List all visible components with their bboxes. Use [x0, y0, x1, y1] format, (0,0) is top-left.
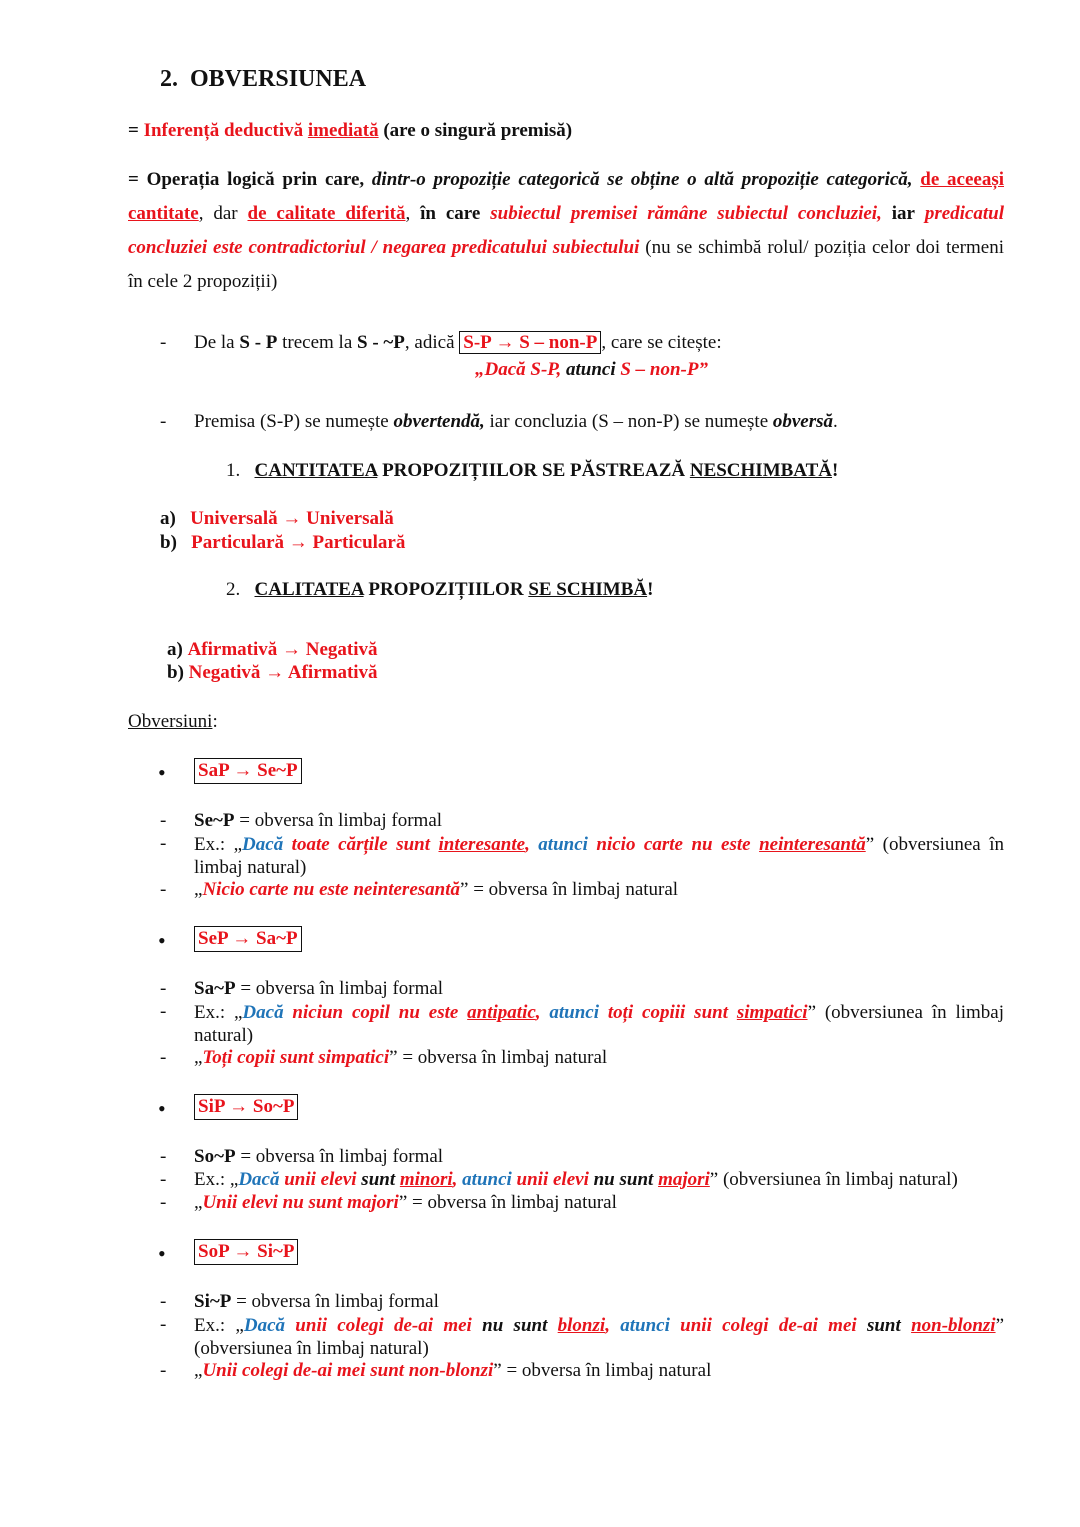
obversions-label: Obversiuni: — [128, 711, 218, 732]
bullet-icon: • — [158, 1241, 166, 1266]
formal-obversion: Sa~P = obversa în limbaj formal — [194, 978, 444, 999]
formula-box: SaP → Se~P — [194, 758, 302, 784]
bullet-icon: • — [158, 1096, 166, 1121]
natural-obversion: „Nicio carte nu este neinteresantă” = obversa în limbaj natural — [194, 879, 679, 900]
example-sentence: Ex.: „Dacă unii elevi sunt minori, atunci unii elevi nu sunt majori” (obversiunea în limbaj natural) — [194, 1169, 958, 1190]
list-item: b) Particulară → Particulară — [160, 532, 406, 553]
bullet-icon: • — [158, 760, 166, 785]
formula-box: SeP → Sa~P — [194, 926, 302, 952]
list-item: a) Afirmativă → Negativă — [167, 639, 378, 660]
dash-marker: - — [160, 1360, 167, 1381]
bullet-icon: • — [158, 928, 166, 953]
rule-transition: De la S - P trecem la S - ~P, adică S-P → S – non-P , care se citește: — [194, 332, 722, 353]
dash-marker: - — [160, 1146, 167, 1167]
definition-operation: = Operația logică prin care, dintr-o propoziție categorică se obține o altă propoziție categorică, de aceeași cantitate, dar de calitate diferită, în care subiectul premisei rămâne subiectul concluziei, iar predicatul concluziei este contradictoriul / negarea predicatului subiectului (nu se schimbă rolul/ poziția celor doi termeni în cele 2 propoziții) — [128, 169, 1005, 292]
formula-box: S-P → S – non-P — [459, 331, 601, 354]
rule-naming: Premisa (S-P) se numește obvertendă, iar concluzia (S – non-P) se numește obversă. — [194, 411, 838, 432]
formula-box: SoP → Si~P — [194, 1239, 298, 1265]
natural-obversion: „Unii elevi nu sunt majori” = obversa în limbaj natural — [194, 1192, 617, 1213]
definition-inference: = Inferență deductivă imediată (are o singură premisă) — [128, 120, 573, 141]
subsection-quantity: 1. CANTITATEA PROPOZIȚIILOR SE PĂSTREAZĂ NESCHIMBATĂ! — [226, 460, 839, 481]
rule-reading: „Dacă S-P, atunci S – non-P” — [475, 359, 708, 380]
dash-marker: - — [160, 1314, 167, 1335]
dash-marker: - — [160, 1291, 167, 1312]
section-heading — [160, 66, 366, 93]
example-sentence: Ex.: „Dacă niciun copil nu este antipatic, atunci toți copiii sunt simpatici” (obversiunea în limbaj natural) — [194, 1002, 1004, 1046]
dash-marker: - — [160, 978, 167, 999]
formal-obversion: So~P = obversa în limbaj formal — [194, 1146, 444, 1167]
natural-obversion: „Toți copii sunt simpatici” = obversa în limbaj natural — [194, 1047, 608, 1068]
formula-box: SiP → So~P — [194, 1094, 298, 1120]
list-item: a) Universală → Universală — [160, 508, 394, 529]
dash-marker: - — [160, 1192, 167, 1213]
dash-marker: - — [160, 1001, 167, 1022]
dash-marker: - — [160, 1047, 167, 1068]
formal-obversion: Si~P = obversa în limbaj formal — [194, 1291, 439, 1312]
heading-title: OBVERSIUNEA — [190, 66, 367, 92]
heading-number: 2. — [160, 66, 178, 92]
list-item: b) Negativă → Afirmativă — [167, 662, 378, 683]
subsection-quality: 2. CALITATEA PROPOZIȚIILOR SE SCHIMBĂ! — [226, 579, 654, 600]
dash-marker: - — [160, 833, 167, 854]
dash-marker: - — [160, 332, 167, 353]
dash-marker: - — [160, 411, 167, 432]
example-sentence: Ex.: „Dacă toate cărțile sunt interesante, atunci nicio carte nu este neinteresantă” (obversiunea în limbaj natural) — [194, 834, 1004, 878]
dash-marker: - — [160, 1169, 167, 1190]
example-sentence: Ex.: „Dacă unii colegi de-ai mei nu sunt blonzi, atunci unii colegi de-ai mei sunt non-blonzi” (obversiunea în limbaj natural) — [194, 1315, 1004, 1359]
natural-obversion: „Unii colegi de-ai mei sunt non-blonzi” = obversa în limbaj natural — [194, 1360, 712, 1381]
formal-obversion: Se~P = obversa în limbaj formal — [194, 810, 443, 831]
dash-marker: - — [160, 810, 167, 831]
dash-marker: - — [160, 879, 167, 900]
